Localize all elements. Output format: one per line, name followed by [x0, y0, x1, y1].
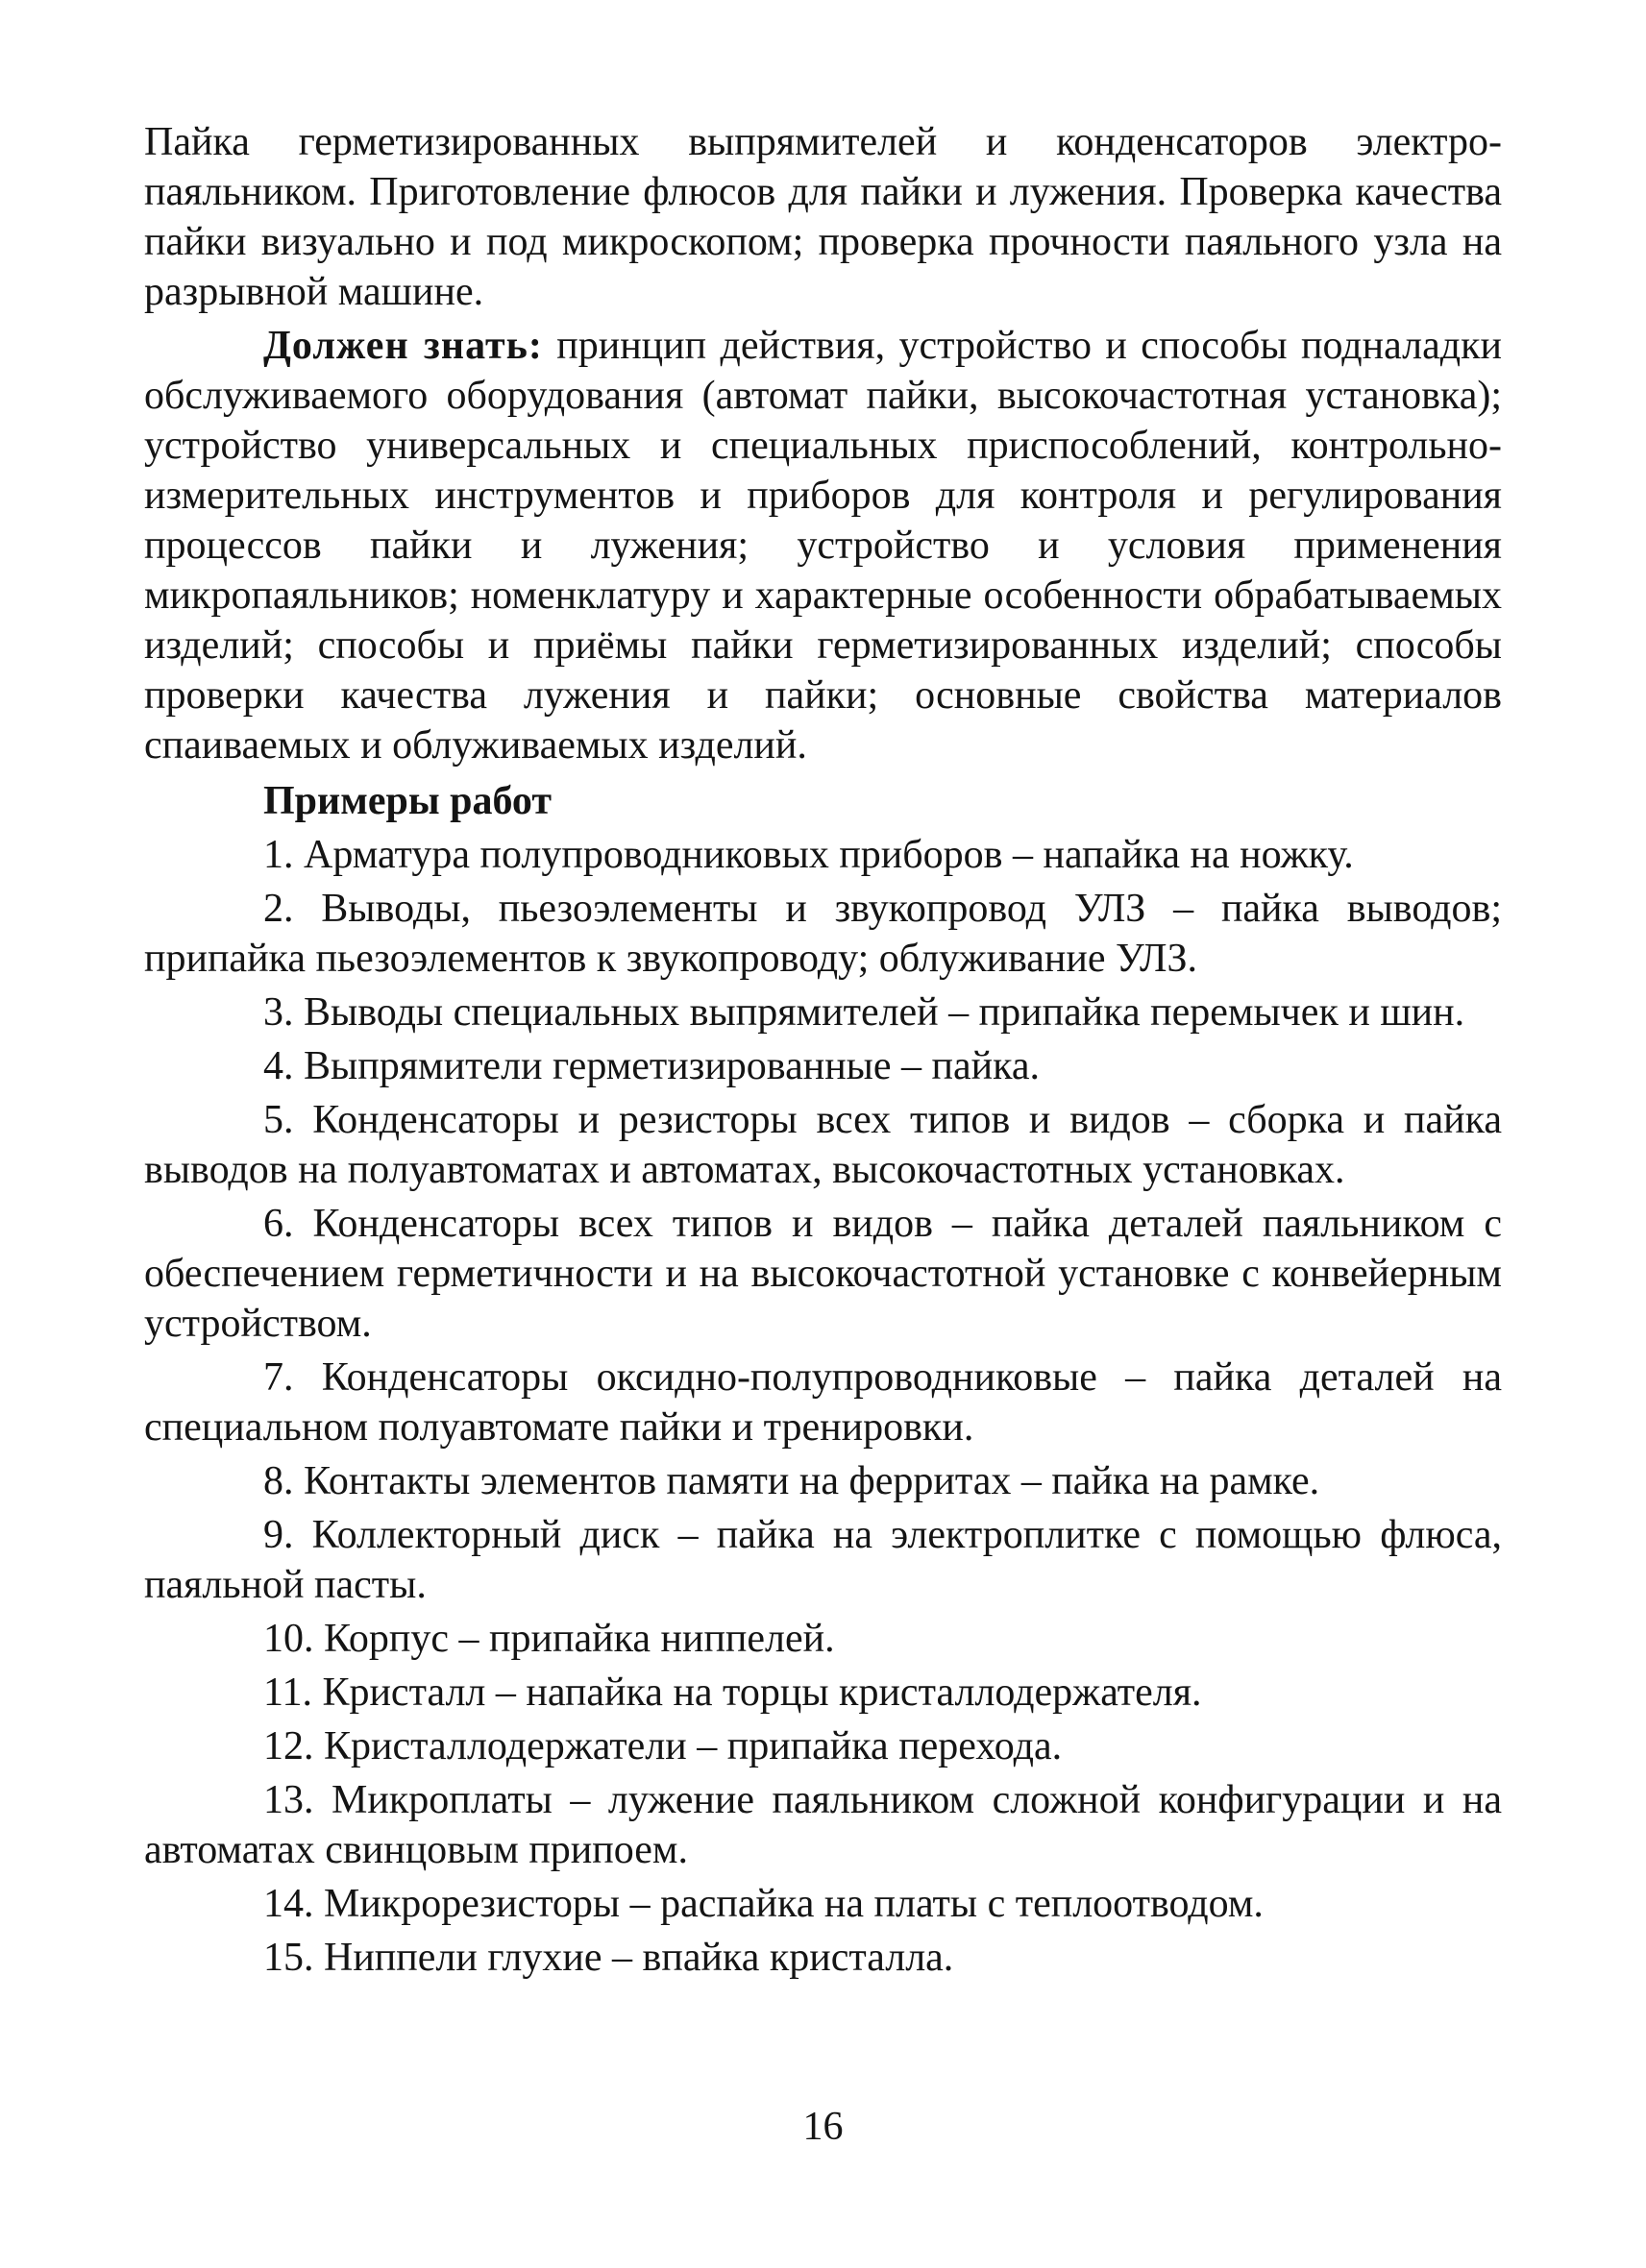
examples-heading: Примеры работ — [263, 779, 553, 823]
example-item: 10. Корпус – припайка ниппелей. — [263, 1617, 835, 1661]
example-item: 1. Арматура полупроводниковых приборов – напайка на ножку. — [263, 833, 1354, 877]
example-item: 9. Коллекторный диск – пайка на электроплитке с помощью флюса, паяльной пасты. — [144, 1513, 1502, 1607]
example-item: 15. Ниппели глухие – впайка кристалла. — [263, 1936, 954, 1980]
example-item: 5. Конденсаторы и резисторы всех типов и видов – сборка и пайка выводов на полуавтоматах и автоматах, высокочастотных установках. — [144, 1098, 1502, 1192]
knowledge-lead: Должен знать: — [263, 324, 543, 368]
example-item: 11. Кристалл – напайка на торцы кристаллодержателя. — [263, 1671, 1202, 1715]
example-item: 2. Выводы, пьезоэлементы и звукопровод УЛЗ – пайка выводов; припайка пьезоэлементов к звукопроводу; облуживание УЛЗ. — [144, 887, 1502, 981]
example-item: 6. Конденсаторы всех типов и видов – пайка деталей паяльником с обеспечением герметичности и на высокочастотной установке с конвейерным устройством. — [144, 1202, 1502, 1346]
example-item: 8. Контакты элементов памяти на ферритах – пайка на рамке. — [263, 1459, 1320, 1503]
example-item: 14. Микрорезисторы – распайка на платы с теплоотводом. — [263, 1882, 1264, 1926]
example-item: 3. Выводы специальных выпрямителей – припайка перемычек и шин. — [263, 990, 1465, 1035]
knowledge-text: принцип действия, устройство и способы подналадки обслуживаемого оборудования (автомат пайки, высокочастотная установка); устройство универсальных и специальных приспособлений, контрольно-измерительных инструментов и приборов для контроля и регулирования процессов пайки и лужения; устройство и условия применения микропаяльников; номенклатуру и характерные особенности обрабатываемых изделий; способы и приёмы пайки герметизированных изделий; способы проверки качества лужения и пайки; основные свойства материалов спаиваемых и облуживаемых изделий. — [144, 324, 1503, 768]
example-item: 7. Конденсаторы оксидно-полупроводниковые – пайка деталей на специальном полуавтомате пайки и тренировки. — [144, 1355, 1502, 1450]
examples-list — [144, 830, 1502, 1983]
page-number: 16 — [802, 2105, 844, 2149]
example-item: 12. Кристаллодержатели – припайка перехода. — [263, 1724, 1063, 1768]
example-item: 13. Микроплаты – лужение паяльником сложной конфигурации и на автоматах свинцовым припоем. — [144, 1778, 1502, 1872]
example-item: 4. Выпрямители герметизированные – пайка. — [263, 1044, 1041, 1088]
intro-paragraph: Пайка герметизированных выпрямителей и конденсаторов электропаяльником. Приготовление флюсов для пайки и лужения. Проверка качества пайки визуально и под микроскопом; проверка прочности паяльного узла на разрывной машине. — [144, 120, 1502, 314]
knowledge-paragraph — [144, 321, 1502, 770]
